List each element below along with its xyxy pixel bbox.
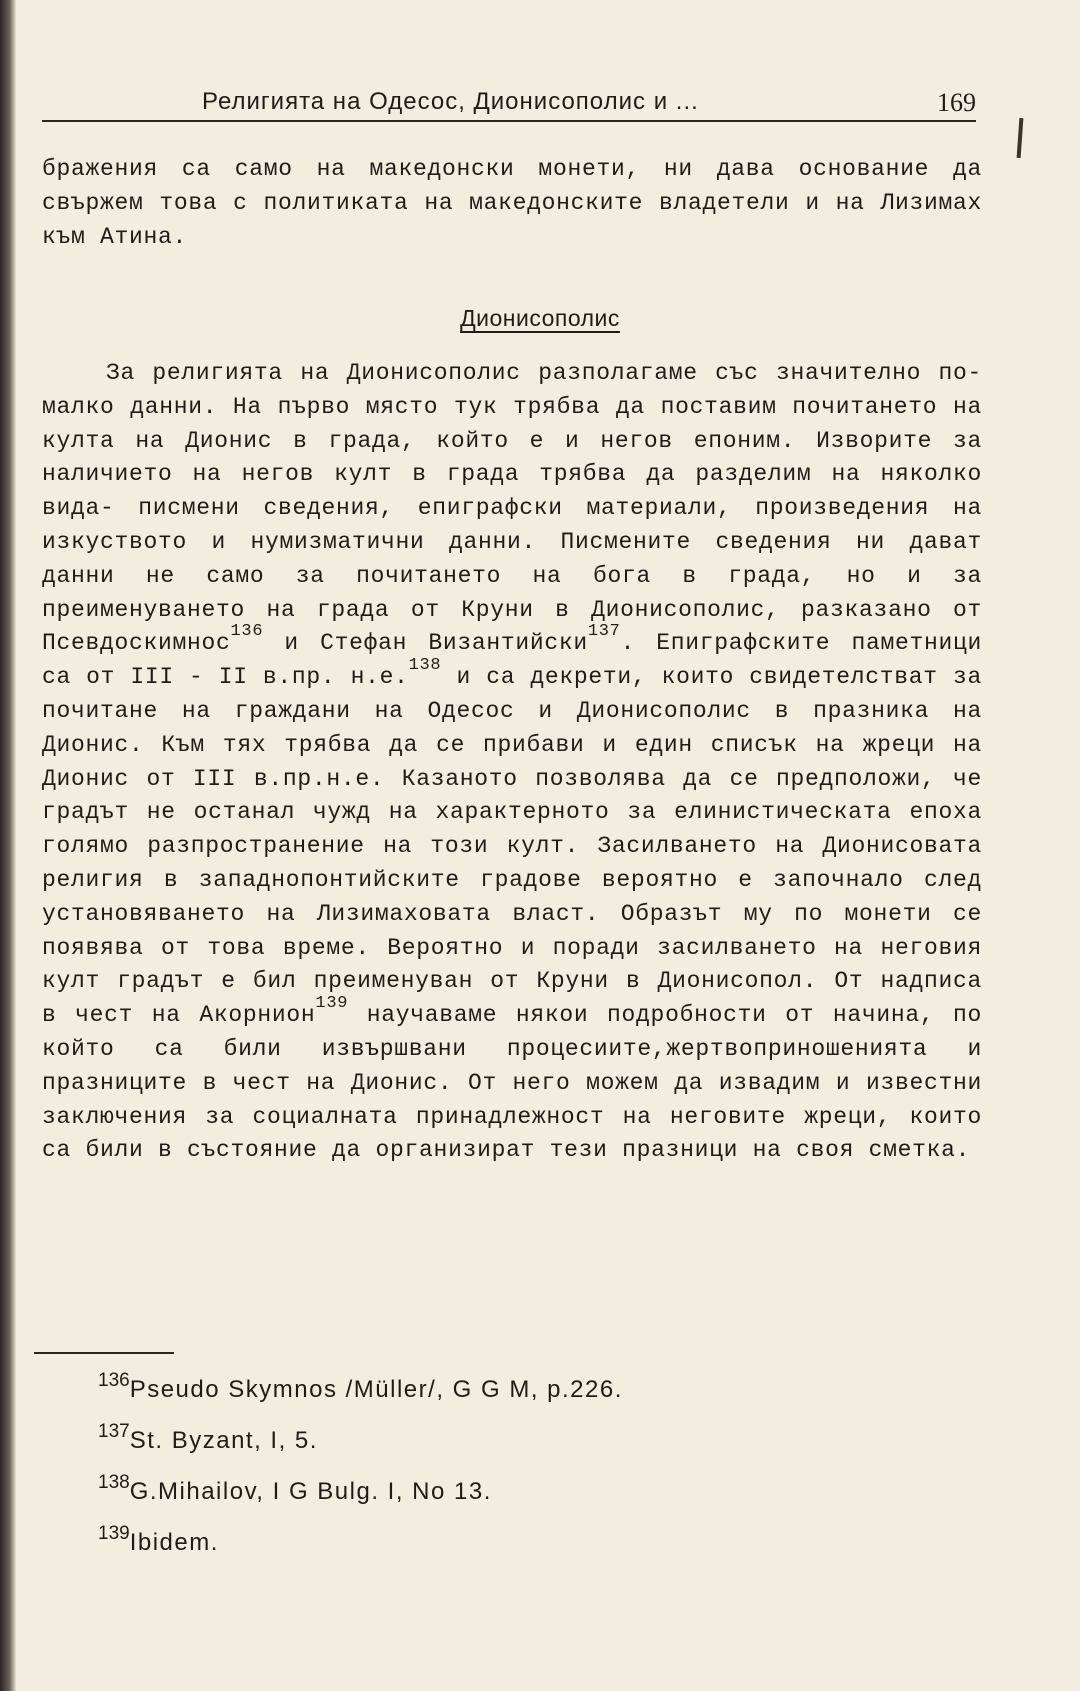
footnote-ref-137: 137 (587, 622, 621, 642)
paragraph-dionysopolis (42, 357, 982, 1168)
footnote-text: Pseudo Skymnos /Müller/, G G M, p.226. (129, 1376, 623, 1403)
footnote-139 (98, 1517, 978, 1568)
page-binding-edge (0, 0, 16, 1691)
footnote-separator (34, 1352, 174, 1354)
footnote-text: Ibidem. (129, 1529, 219, 1556)
text-segment: За религията на Дионисополис разполагаме със значително по-малко данни. На първо място тук трябва да поставим почитането на култа на Дионис в града, който е и негов епоним. Изворите за наличието на негов култ в града трябва да разделим на няколко вида- писмени сведения, епиграфски материали, произведения на изкуството и нумизматични данни. Писмените сведения ни дават данни не само за почитането на бога в града, но и за преименуването на града от Круни в Дионисополис, разказано от Псевдоскимнос (42, 360, 982, 657)
footnote-ref-136: 136 (230, 622, 264, 642)
paragraph-continuation: бражения са само на македонски монети, ни дава основание да свържем това с политиката на македонските владетели и на Лизимах към Атина. (42, 156, 982, 250)
footnote-number: 137 (98, 1421, 130, 1442)
text-segment: и са декрети, които свидетелстват за почитане на граждани на Одесос и Дионисополис в празника на Дионис. Към тях трябва да се прибави и един списък на жреци на Дионис от III в.пр.н.е. Казаното позволява да се предположи, че градът не останал чужд на характерното за елинистическата епоха голямо разпространение на този култ. Засилването на Дионисовата религия в западнопонтийските градове вероятно е започнало след установяването на Лизимаховата власт. Образът му по монети се появява от това време. Вероятно и поради засилването на неговия култ градът е бил преименуван от Круни в Дионисопол. От надписа в чест на Акорнион (42, 664, 982, 1029)
text-segment: . Епиграфските паметници са от III - II в.пр. н.е. (42, 630, 982, 691)
footnote-ref-139: 139 (315, 994, 349, 1014)
page-number: 169 (937, 88, 976, 117)
footnote-text: G.Mihailov, I G Bulg. I, No 13. (129, 1478, 492, 1505)
footnote-136 (98, 1364, 978, 1415)
footnote-number: 139 (98, 1523, 130, 1544)
margin-mark (1017, 118, 1024, 158)
text-segment: и Стефан Византийски (263, 630, 588, 657)
footnotes (98, 1364, 978, 1568)
page-header (42, 86, 976, 122)
footnote-number: 138 (98, 1472, 130, 1493)
footnote-137 (98, 1415, 978, 1466)
footnote-text: St. Byzant, I, 5. (129, 1427, 318, 1454)
footnote-ref-138: 138 (408, 656, 442, 676)
footnote-138 (98, 1466, 978, 1517)
footnote-number: 136 (98, 1370, 130, 1391)
section-heading-text: Дионисополис (460, 305, 620, 331)
running-title: Религията на Одесос, Дионисополис и ... (202, 88, 699, 115)
text-segment: научаваме някои подробности от начина, по който са били извършвани процесиите,жертвоприношенията и празниците в чест на Дионис. От него можем да извадим и известни заключения за социалната принадлежност на неговите жреци, които са били в състояние да организират тези празници на своя сметка. (42, 1002, 982, 1164)
section-heading (0, 305, 1080, 332)
